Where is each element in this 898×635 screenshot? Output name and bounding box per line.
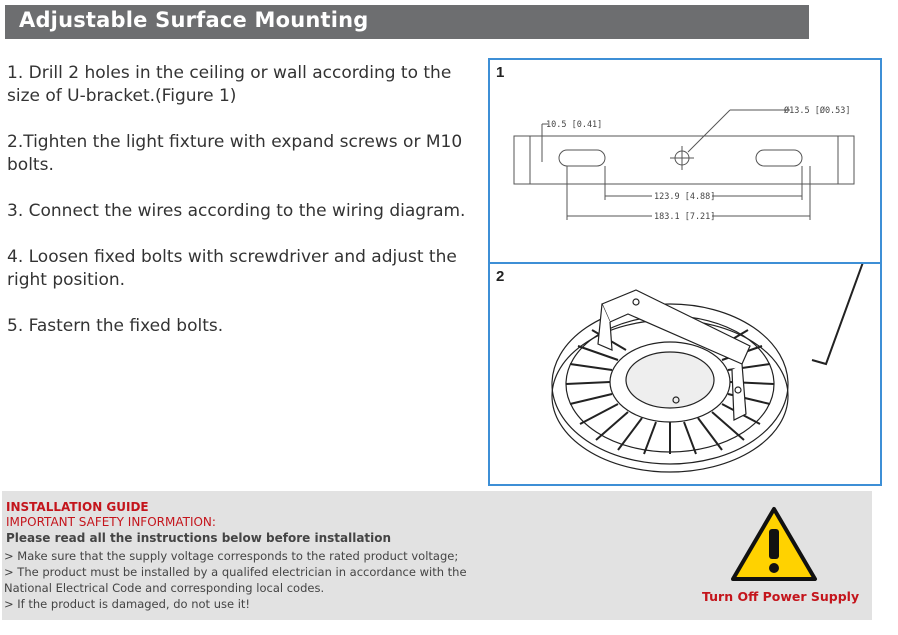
bracket-outline: [514, 136, 854, 184]
driver-housing: [626, 352, 714, 408]
right-slot: [756, 150, 802, 166]
safety-line: > Make sure that the supply voltage corresponds to the rated product voltage;: [4, 549, 459, 563]
section-title: Adjustable Surface Mounting: [19, 8, 369, 32]
safety-line: > The product must be installed by a qualifed electrician in accordance with the: [4, 565, 467, 579]
figure-1-panel: [488, 58, 882, 264]
dim-outer-label: 183.1 [7.21]: [654, 212, 716, 222]
figure-2-panel: [488, 262, 882, 486]
safety-line: National Electrical Code and corresponding local codes.: [4, 581, 325, 595]
guide-subtitle: IMPORTANT SAFETY INFORMATION:: [6, 515, 216, 529]
guide-safety-list: [4, 548, 564, 612]
instruction-steps: [7, 62, 477, 361]
dim-inner-label: 123.9 [4.88]: [654, 192, 716, 202]
fixture-drawing: [490, 264, 882, 486]
step-5: 5. Fastern the fixed bolts.: [7, 316, 224, 336]
u-bracket-drawing: [490, 60, 882, 264]
step-3: 3. Connect the wires according to the wiring diagram.: [7, 201, 466, 221]
left-slot: [559, 150, 605, 166]
safety-line: > If the product is damaged, do not use it!: [4, 597, 251, 611]
step-4: 4. Loosen fixed bolts with screwdriver and adjust the right position.: [7, 247, 457, 290]
warning-label: Turn Off Power Supply: [702, 589, 860, 604]
installation-guide-panel: [2, 491, 872, 620]
dim-hole-label: Ø13.5 [Ø0.53]: [784, 106, 851, 116]
section-header: [5, 5, 809, 39]
guide-read-note: Please read all the instructions below before installation: [6, 531, 392, 545]
figure-1-number: 1: [496, 64, 505, 81]
dim-slot-label: 10.5 [0.41]: [546, 120, 603, 130]
figure-2-number: 2: [496, 268, 505, 285]
step-1: 1. Drill 2 holes in the ceiling or wall according to the size of U-bracket.(Figure 1): [7, 63, 452, 106]
warning-triangle-icon: [729, 505, 819, 585]
step-2: 2.Tighten the light fixture with expand screws or M10 bolts.: [7, 132, 463, 175]
guide-title: INSTALLATION GUIDE: [6, 500, 149, 514]
hex-key-tool: [812, 264, 866, 364]
